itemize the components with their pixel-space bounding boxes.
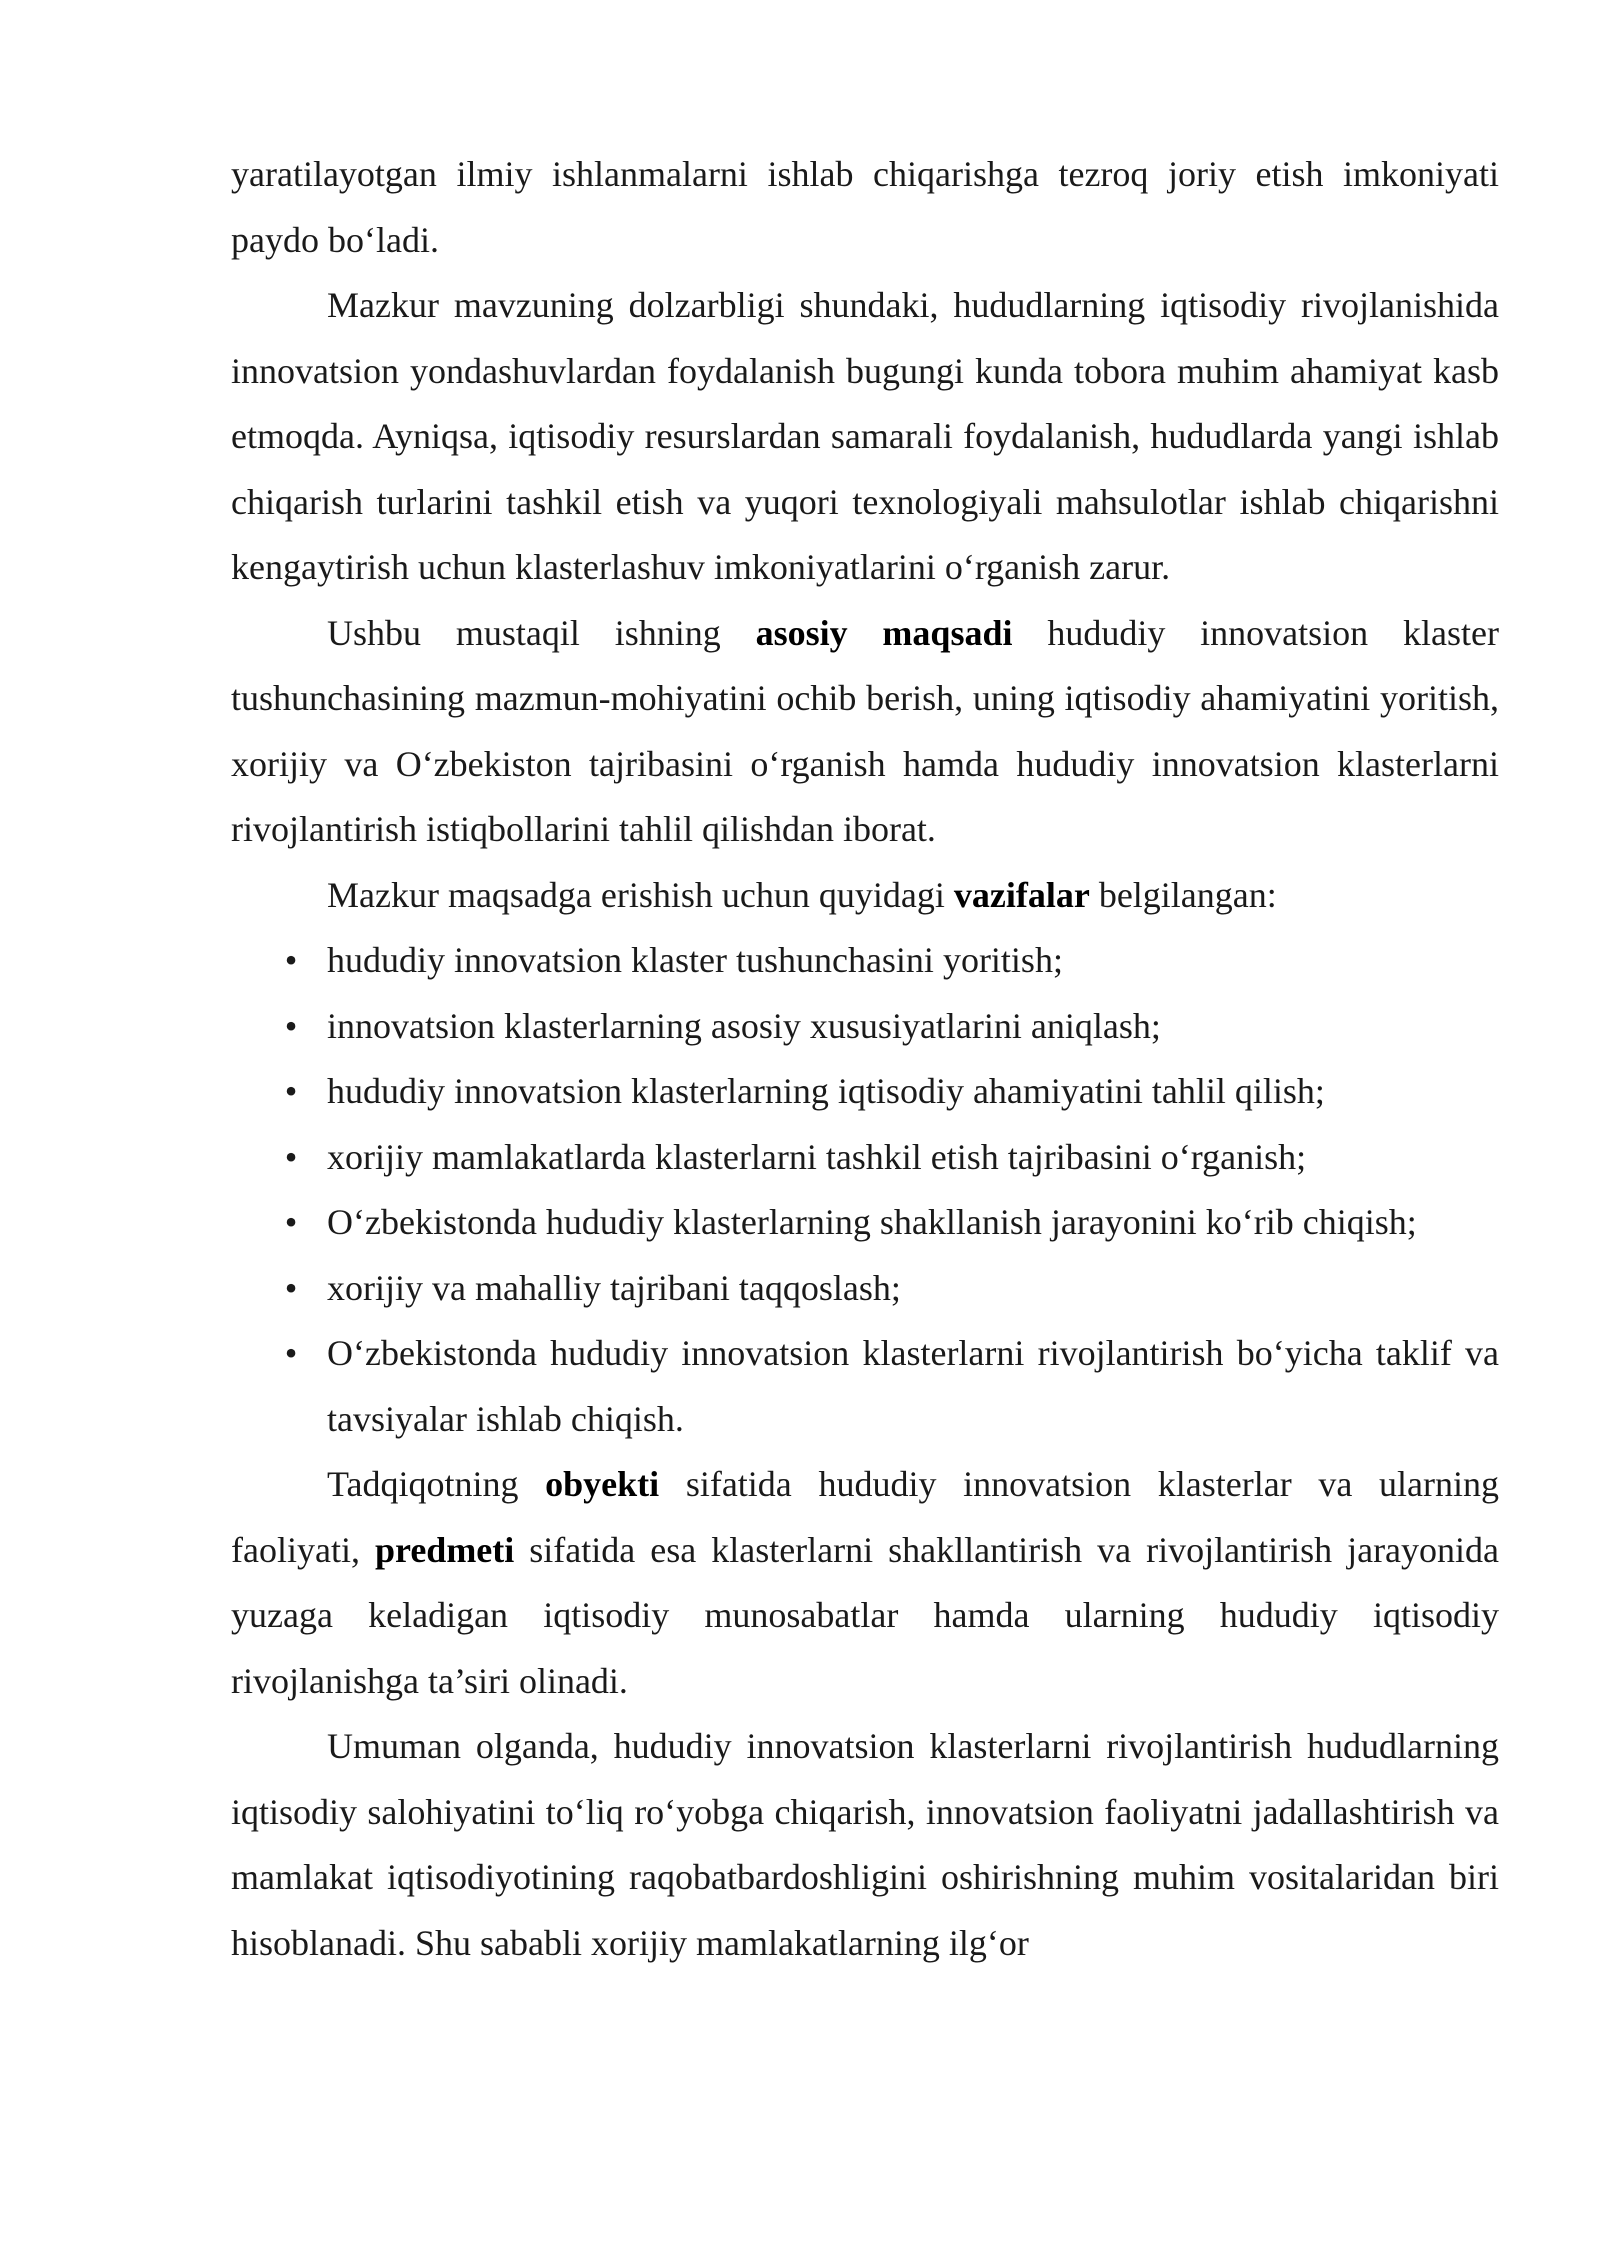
list-item: [231, 1256, 1499, 1322]
document-body: [231, 142, 1499, 1976]
goal-text-before: Ushbu mustaqil ishning: [327, 612, 756, 653]
list-item: [231, 928, 1499, 994]
tasks-intro-after: belgilangan:: [1089, 874, 1277, 915]
object-text-after: sifatida esa klasterlarni shakllantirish va rivojlantirish jarayonida yuzaga keladigan iqtisodiy munosabatlar hamda ularning hududiy iqtisodiy rivojlanishga ta’siri olinadi.: [231, 1529, 1500, 1701]
bullet-icon: •: [284, 1267, 298, 1308]
paragraph-continuation: yaratilayotgan ilmiy ishlanmalarni ishlab chiqarishga tezroq joriy etish imkoniyati paydo bo‘ladi.: [231, 154, 1499, 260]
paragraph-main-goal: [231, 601, 1499, 863]
goal-text-after: hududiy innovatsion klaster tushunchasining mazmun-mohiyatini ochib berish, uning iqtisodiy ahamiyatini yoritish, xorijiy va O‘zbekiston tajribasini o‘rganish hamda hududiy innovatsion klasterlarni rivojlantirish istiqbollarini tahlil qilishdan iborat.: [231, 612, 1499, 849]
object-text-before: Tadqiqotning: [327, 1464, 546, 1504]
bullet-icon: •: [284, 1202, 298, 1242]
bullet-icon: •: [284, 1136, 298, 1177]
list-item: [231, 1059, 1499, 1125]
paragraph-object-subject: [231, 1452, 1499, 1714]
list-item: [231, 1125, 1499, 1191]
tasks-list: [231, 928, 1499, 1452]
paragraph-tasks-intro: [231, 863, 1499, 929]
list-item-text: innovatsion klasterlarning asosiy xususiyatlarini aniqlash;: [327, 1005, 1161, 1046]
list-item: [231, 994, 1499, 1060]
list-item: [231, 1321, 1499, 1452]
bullet-icon: •: [284, 1005, 298, 1046]
list-item-text: O‘zbekistonda hududiy innovatsion klasterlarni rivojlantirish bo‘yicha taklif va tavsiyalar ishlab chiqish.: [327, 1333, 1499, 1439]
object-bold-term: obyekti: [545, 1464, 660, 1504]
bullet-icon: •: [284, 1071, 298, 1111]
subject-bold-term: predmeti: [374, 1529, 515, 1570]
bullet-icon: •: [284, 1333, 298, 1373]
tasks-intro-before: Mazkur maqsadga erishish uchun quyidagi: [327, 874, 954, 915]
list-item-text: xorijiy mamlakatlarda klasterlarni tashkil etish tajribasini o‘rganish;: [327, 1136, 1307, 1177]
bullet-icon: •: [284, 940, 298, 980]
goal-bold-term: asosiy maqsadi: [755, 612, 1013, 653]
paragraph-relevance: Mazkur mavzuning dolzarbligi shundaki, hududlarning iqtisodiy rivojlanishida innovatsion yondashuvlardan foydalanish bugungi kunda tobora muhim ahamiyat kasb etmoqda. Ayniqsa, iqtisodiy resurslardan samarali foydalanish, hududlarda yangi ishlab chiqarish turlarini tashkil etish va yuqori texnologiyali mahsulotlar ishlab chiqarishni kengaytirish uchun klasterlashuv imkoniyatlarini o‘rganish zarur.: [231, 285, 1499, 587]
list-item-text: xorijiy va mahalliy tajribani taqqoslash;: [327, 1267, 901, 1308]
list-item: [231, 1190, 1499, 1256]
list-item-text: hududiy innovatsion klasterlarning iqtisodiy ahamiyatini tahlil qilish;: [327, 1071, 1325, 1111]
list-item-text: hududiy innovatsion klaster tushunchasini yoritish;: [327, 940, 1063, 980]
object-text-middle: sifatida hududiy innovatsion klasterlar va ularning faoliyati,: [231, 1464, 1499, 1570]
paragraph-conclusion: Umuman olganda, hududiy innovatsion klasterlarni rivojlantirish hududlarning iqtisodiy salohiyatini to‘liq ro‘yobga chiqarish, innovatsion faoliyatni jadallashtirish va mamlakat iqtisodiyotining raqobatbardoshligini oshirishning muhim vositalaridan biri hisoblanadi. Shu sababli xorijiy mamlakatlarning ilg‘or: [231, 1726, 1499, 1963]
list-item-text: O‘zbekistonda hududiy klasterlarning shakllanish jarayonini ko‘rib chiqish;: [327, 1202, 1417, 1242]
tasks-bold-term: vazifalar: [953, 874, 1090, 915]
